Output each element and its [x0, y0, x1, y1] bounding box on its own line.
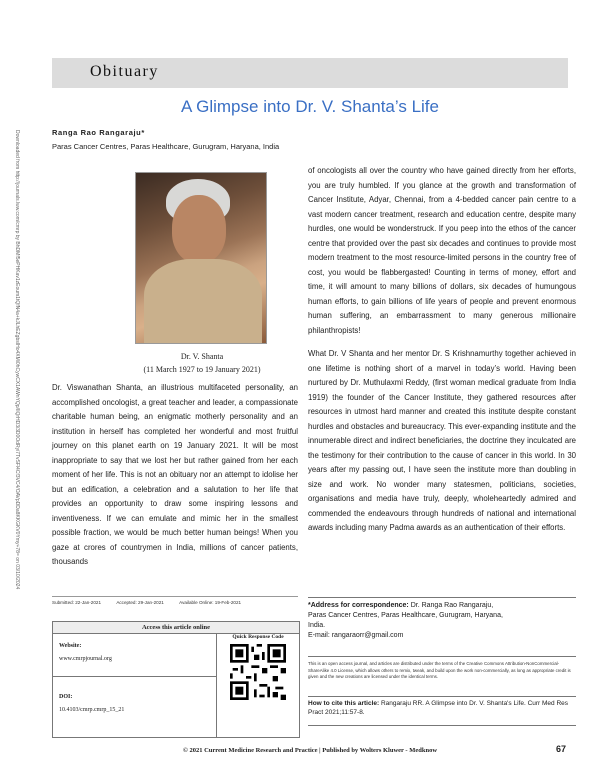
photo-caption-name: Dr. V. Shanta	[180, 352, 224, 361]
doi-link[interactable]: 10.4103/cmrp.cmrp_15_21	[59, 707, 125, 713]
correspondence-email[interactable]: E-mail: rangaraorr@gmail.com	[308, 632, 404, 639]
right-column	[308, 164, 576, 545]
portrait-photo	[135, 172, 267, 344]
divider	[53, 676, 216, 677]
qr-heading: Quick Response Code	[232, 634, 284, 640]
submitted-date: Submitted: 22-Jan-2021	[52, 600, 102, 605]
body-paragraph: of oncologists all over the country who have gained directly from her efforts, you are truly humbled. If you glance at the growth and transformation of Cancer Institute, Adyar, Chennai, from a 4-bedded cancer pain centre to a vast modern cancer treatment, research and education centre, despite many hurdles, one would be wonderstruck. If you peep into the ethos of the cancer centre that provided over the past six decades and continues to provide most modern treatment to the most resource-limited persons in the country free of cost, you would be flabbergasted! Counting in terms of money, effort and time, it will amount to many billions of dollars, six decades of humungous human efforts, to gain billions of life years of people and prevent enormous human suffering, an embarrassment to many generous millionaire philanthropists!	[308, 166, 576, 335]
qr-code-icon[interactable]	[230, 644, 286, 700]
left-column	[52, 381, 298, 579]
section-label: Obituary	[90, 63, 159, 80]
citation-text: Rangaraju RR. A Glimpse into Dr. V. Shanta's Life. Curr Med Res Pract 2021;11:57-8.	[308, 700, 569, 716]
body-paragraph: Dr. Viswanathan Shanta, an illustrious multifaceted personality, an accomplished oncologist, a great teacher and leader, a compassionate charitable human being, an enigmatic motherly personality and an institution in herself has completed her wonderful and most fruitful journey on this planet earth on 19 January 2021. It will be most inappropriate to say that we lost her but rather gained from her each moment of her life. This is not an obituary nor an attempt to idolise her but an edification, a celebration and a salutation to her life that provides an opportunity to draw some inspiring lessons and inventiveness. If we can emulate and mimic her in the smallest possible fraction, we would be much better human beings! When you gaze at crores of countrymen in India, millions of cancer patients, thousands	[52, 383, 298, 566]
page-footer: © 2021 Current Medicine Research and Practice | Published by Wolters Kluwer - Medknow	[182, 747, 438, 754]
correspondence-box	[308, 597, 576, 643]
download-watermark	[8, 130, 20, 590]
article-title: A Glimpse into Dr. V. Shanta’s Life	[181, 97, 439, 116]
access-heading: Access this article online	[53, 622, 299, 634]
body-paragraph: What Dr. V Shanta and her mentor Dr. S Krishnamurthy together achieved in one lifetime is nothing short of a marvel in today’s world. Having been nurtured by Dr. Muthulaxmi Reddy, (first woman medical graduate from India 1919) the founder of the Cancer Institute, they gathered resources after resources in utmost hard manner and created this institute despite constant hurdles and obstacles and bureaucracy. This ever-expanding institute and the innumerable direct and indirect beneficiaries, the doctrine they inculcated are the testimony for their contribution to the cause of cancer in this world. In 30 years after my passing out, I have seen the institute more than doubling in size and work. No wonder many statesmen, politicians, societies, organisations and media have truly, deeply, wholeheartedly admired and commended the endeavours through hundreds of national and international awards including many Padma awards as an authentication of their efforts.	[308, 349, 576, 532]
citation-box	[308, 696, 576, 726]
correspondence-name: Dr. Ranga Rao Rangaraju,	[410, 602, 494, 609]
correspondence-country: India.	[308, 622, 326, 629]
divider	[216, 633, 217, 737]
available-date: Available Online: 19-Feb-2021	[179, 600, 242, 605]
correspondence-address: Paras Cancer Centres, Paras Healthcare, Gurugram, Haryana,	[308, 612, 503, 619]
portrait-sari	[144, 259, 262, 344]
license-notice: This is an open access journal, and articles are distributed under the terms of the Creative Commons Attribution-NonCommercial-ShareAlike 4.0 License, which allows others to remix, tweak, and build upon the work non-commercially, as long as appropriate credit is given and the new creations are licensed under the identical terms.	[308, 656, 576, 681]
website-label: Website:	[59, 643, 82, 649]
website-link[interactable]: www.cmrpjournal.org	[59, 656, 112, 662]
correspondence-label: *Address for correspondence:	[308, 602, 409, 609]
access-online-box	[52, 621, 300, 738]
author-affiliation: Paras Cancer Centres, Paras Healthcare, Gurugram, Haryana, India	[52, 142, 280, 151]
citation-label: How to cite this article:	[308, 700, 380, 707]
accepted-date: Accepted: 29-Jan-2021	[116, 600, 164, 605]
article-dates	[52, 600, 298, 605]
photo-caption-dates: (11 March 1927 to 19 January 2021)	[143, 365, 261, 374]
doi-label: DOI:	[59, 694, 73, 700]
divider	[52, 596, 298, 597]
author-name: Ranga Rao Rangaraju*	[52, 128, 145, 137]
section-label-bar	[52, 58, 568, 88]
portrait-face	[172, 195, 226, 263]
download-watermark-text: Downloaded from http://journals.lww.com/cmrp by BhDMf5ePHKav1zEoum1tQfN4a+kJLhEZgbsIHo4XMi0hCywCX1AWnYQp/IlQrHD3i3D0OdRyi7TvSFl4Cf3VC4/OAVpDDa8KKGKV0Ymy+78= on 03/10/2024	[14, 130, 20, 590]
page-number: 67	[556, 744, 567, 754]
